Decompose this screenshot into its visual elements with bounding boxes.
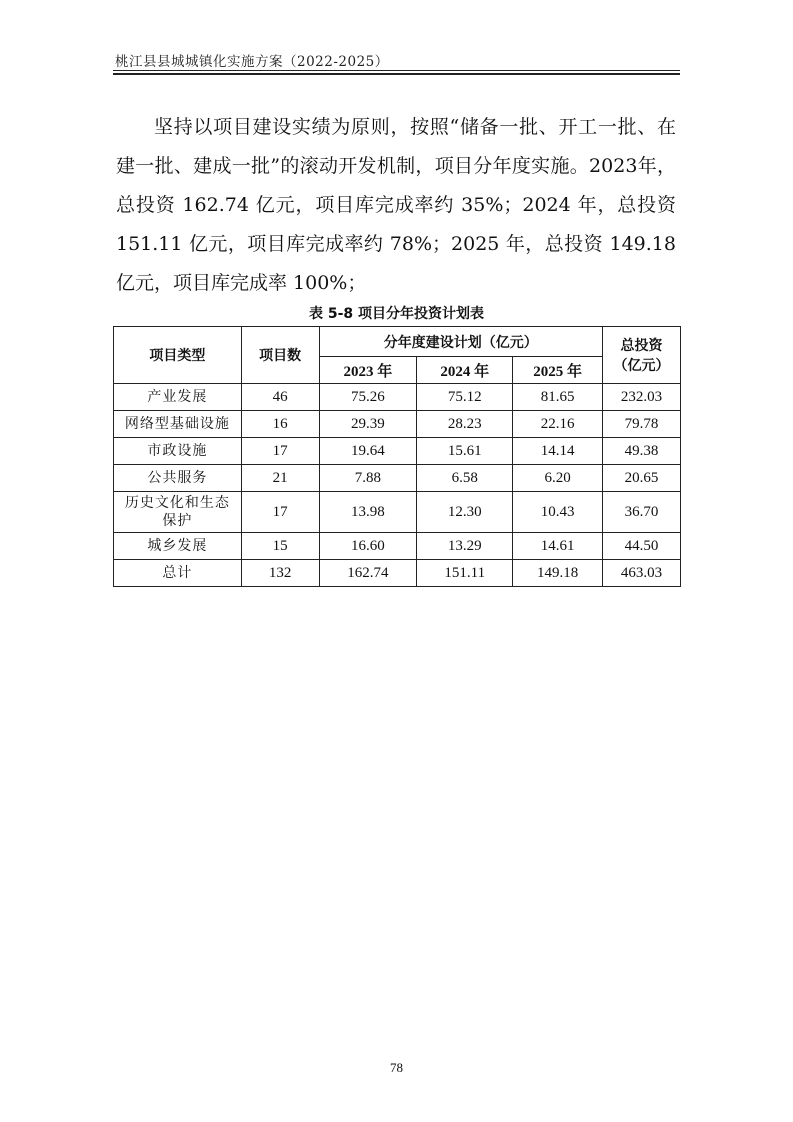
cell-count: 15: [241, 533, 319, 560]
cell-type: 城乡发展: [114, 533, 242, 560]
cell-2023: 7.88: [319, 465, 417, 492]
table-row: [114, 492, 681, 533]
cell-type: 历史文化和生态保护: [114, 492, 242, 533]
header-annual-plan: 分年度建设计划（亿元）: [319, 327, 603, 357]
cell-2023: 19.64: [319, 438, 417, 465]
header-year-2024: 2024 年: [417, 357, 513, 384]
cell-2024: 28.23: [417, 411, 513, 438]
table-header-row: [114, 327, 681, 357]
cell-type: 总计: [114, 560, 242, 587]
table-row: [114, 411, 681, 438]
cell-count: 17: [241, 492, 319, 533]
table-row: [114, 438, 681, 465]
cell-type: 产业发展: [114, 384, 242, 411]
cell-2023: 13.98: [319, 492, 417, 533]
cell-2025: 149.18: [513, 560, 603, 587]
cell-2025: 6.20: [513, 465, 603, 492]
table-row-total: [114, 560, 681, 587]
cell-2024: 151.11: [417, 560, 513, 587]
table-caption: 表 5-8 项目分年投资计划表: [308, 306, 485, 322]
cell-type: 公共服务: [114, 465, 242, 492]
table-row: [114, 465, 681, 492]
header-project-type: 项目类型: [114, 327, 242, 384]
cell-2023: 16.60: [319, 533, 417, 560]
cell-count: 46: [241, 384, 319, 411]
investment-plan-table: [113, 326, 681, 587]
cell-2025: 10.43: [513, 492, 603, 533]
header-total-line1: 总投资: [620, 338, 663, 354]
cell-total: 79.78: [603, 411, 681, 438]
cell-2024: 13.29: [417, 533, 513, 560]
cell-count: 132: [241, 560, 319, 587]
header-total-line2: （亿元）: [613, 358, 670, 374]
cell-2025: 14.61: [513, 533, 603, 560]
table-row: [114, 533, 681, 560]
header-total-investment: [603, 327, 681, 384]
cell-type: 网络型基础设施: [114, 411, 242, 438]
header-year-2023: 2023 年: [319, 357, 417, 384]
cell-total: 49.38: [603, 438, 681, 465]
cell-2023: 162.74: [319, 560, 417, 587]
cell-total: 44.50: [603, 533, 681, 560]
cell-2025: 22.16: [513, 411, 603, 438]
cell-2025: 81.65: [513, 384, 603, 411]
cell-count: 21: [241, 465, 319, 492]
header-year-2025: 2025 年: [513, 357, 603, 384]
cell-total: 36.70: [603, 492, 681, 533]
body-text: [116, 108, 676, 303]
cell-count: 17: [241, 438, 319, 465]
cell-2023: 75.26: [319, 384, 417, 411]
body-paragraph: 坚持以项目建设实绩为原则，按照“储备一批、开工一批、在建一批、建成一批”的滚动开发机制，项目分年度实施。2023年，总投资 162.74 亿元，项目库完成率约 35%；2024 年，总投资 151.11 亿元，项目库完成率约 78%；2025 年，总投资 149.18 亿元，项目库完成率 100%；: [116, 116, 676, 294]
table-row: [114, 384, 681, 411]
cell-total: 463.03: [603, 560, 681, 587]
cell-total: 232.03: [603, 384, 681, 411]
header-rule-thick: [113, 73, 680, 75]
cell-2024: 6.58: [417, 465, 513, 492]
page-number: 78: [390, 1060, 403, 1075]
header-rule-thin: [113, 70, 680, 71]
cell-2024: 75.12: [417, 384, 513, 411]
cell-2025: 14.14: [513, 438, 603, 465]
cell-2024: 15.61: [417, 438, 513, 465]
cell-2024: 12.30: [417, 492, 513, 533]
cell-type: 市政设施: [114, 438, 242, 465]
header-project-count: 项目数: [241, 327, 319, 384]
running-header: 桃江县县城城镇化实施方案（2022-2025）: [115, 54, 389, 70]
cell-count: 16: [241, 411, 319, 438]
cell-total: 20.65: [603, 465, 681, 492]
cell-2023: 29.39: [319, 411, 417, 438]
